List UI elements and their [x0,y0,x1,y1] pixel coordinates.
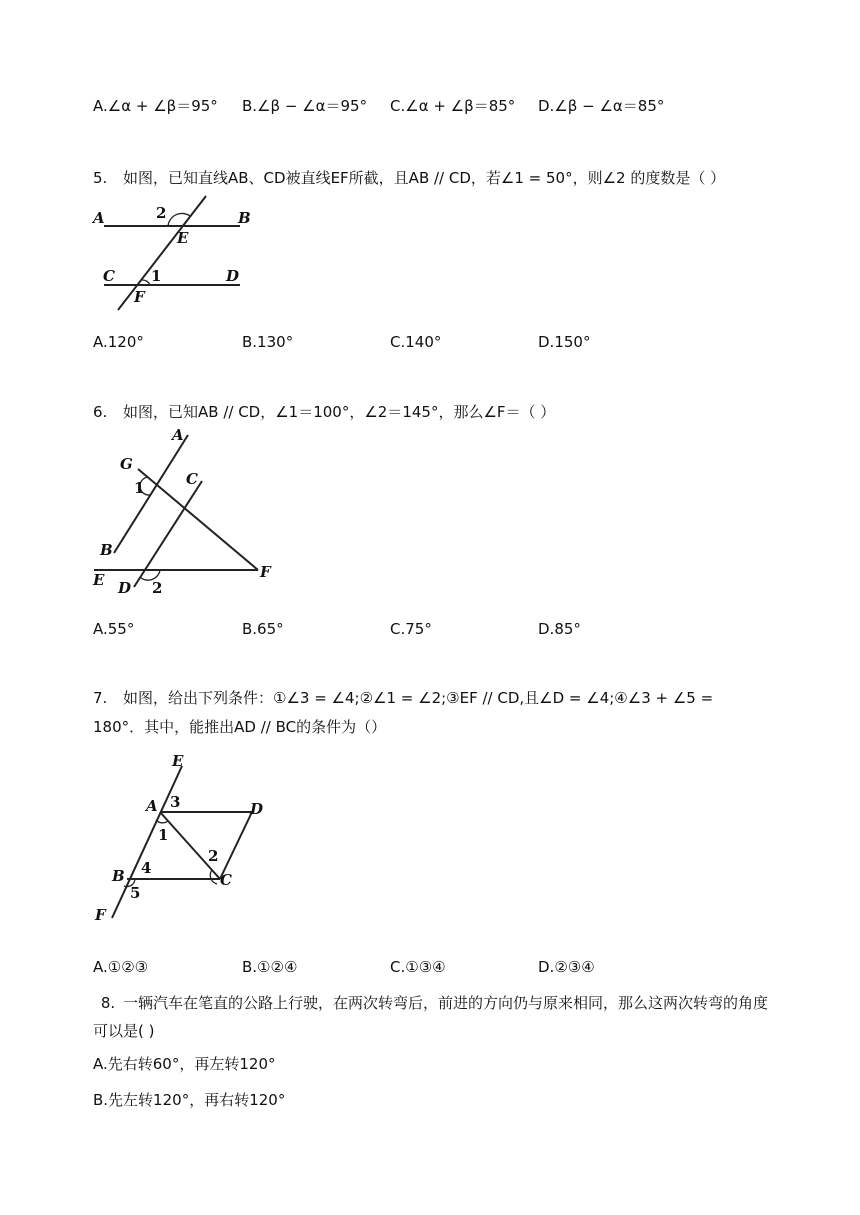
q7-option-a: A.①②③ [93,958,149,976]
q5-label-angle-1: 1 [151,267,162,285]
q5-stem [93,168,725,188]
q7-label-f: F [95,906,106,924]
q8-number: 8. [100,994,116,1012]
q7-option-c: C.①③④ [390,958,446,976]
q5-text: 如图，已知直线AB、CD被直线EF所截，且AB // CD，若∠1 = 50°，则∠2 的度数是（ ） [123,169,726,187]
q7-label-angle-1: 1 [158,826,169,844]
q6-label-angle-1: 1 [134,479,145,497]
q6-option-d: D.85° [538,620,581,638]
q6-option-b: B.65° [242,620,284,638]
q7-label-a: A [146,797,158,815]
q8-option-b: B.先左转120°，再右转120° [93,1091,286,1109]
q7-stem-line-1 [93,688,713,708]
q7-label-angle-5: 5 [130,884,141,902]
q6-label-d: D [118,579,132,597]
q5-label-f: F [134,288,145,306]
q4-option-c: C.∠α + ∠β＝85° [390,97,516,115]
q8-option-a: A.先右转60°，再左转120° [93,1055,276,1073]
q7-label-b: B [112,867,125,885]
q4-option-a: A.∠α + ∠β＝95° [93,97,218,115]
q5-figure [90,192,260,317]
q7-figure [90,748,280,928]
q4-option-d: D.∠β − ∠α＝85° [538,97,665,115]
q5-label-c: C [103,267,115,285]
q6-text: 如图，已知AB // CD，∠1＝100°，∠2＝145°，那么∠F＝（ ） [123,403,556,421]
q5-label-e: E [177,229,189,247]
q7-label-e: E [172,752,184,770]
q7-text-line-1: 如图，给出下列条件：①∠3 = ∠4;②∠1 = ∠2;③EF // CD,且∠D = ∠4;④∠3 + ∠5 = [123,689,714,707]
q7-label-angle-4: 4 [141,859,152,877]
q7-label-angle-3: 3 [170,793,181,811]
q7-option-d: D.②③④ [538,958,595,976]
q6-label-b: B [100,541,113,559]
q5-option-a: A.120° [93,333,144,351]
q6-label-f: F [260,563,271,581]
q8-stem [93,989,773,1045]
q5-option-b: B.130° [242,333,294,351]
q6-label-g: G [120,455,133,473]
q5-label-a: A [93,209,105,227]
q6-stem [93,402,555,422]
q4-option-b: B.∠β − ∠α＝95° [242,97,368,115]
q7-label-c: C [220,871,232,889]
q8-text: 一辆汽车在笔直的公路上行驶，在两次转弯后，前进的方向仍与原来相同，那么这两次转弯的角度可以是( ) [93,994,769,1040]
q6-label-angle-2: 2 [152,579,163,597]
q7-label-angle-2: 2 [208,847,219,865]
q5-option-c: C.140° [390,333,442,351]
q6-label-a: A [172,426,184,444]
q5-label-d: D [226,267,240,285]
q6-label-e: E [93,571,105,589]
q5-number: 5. [93,169,108,187]
q7-stem-line-2: 180°．其中，能推出AD // BC的条件为（） [93,718,387,736]
q5-label-b: B [238,209,251,227]
q7-option-b: B.①②④ [242,958,298,976]
q7-label-d: D [250,800,264,818]
q6-option-c: C.75° [390,620,432,638]
q7-number: 7. [93,689,108,707]
q6-label-c: C [186,470,198,488]
q5-label-angle-2: 2 [156,204,167,222]
q5-option-d: D.150° [538,333,591,351]
q6-figure [88,425,278,600]
q6-number: 6. [93,403,108,421]
q6-option-a: A.55° [93,620,135,638]
